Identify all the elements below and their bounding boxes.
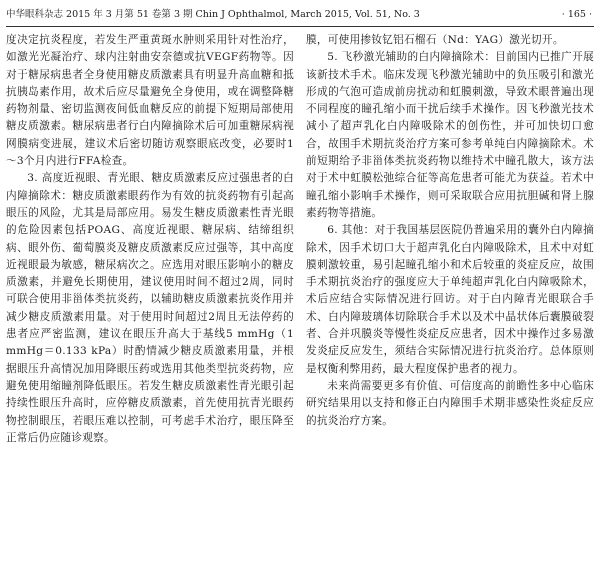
paragraph-other-procedures: 6. 其他：对于我国基层医院仍普遍采用的囊外白内障摘除术，因手术切口大于超声乳化白内障吸除术，且术中对虹膜刺激较重，易引起瞳孔缩小和术后较重的炎症反应，故围手术期抗炎治疗的强度应大于单纯超声乳化白内障吸除术，术后应结合实际情况进行回访。对于白内障青光眼联合手术、白内障玻璃体切除联合手术以及术中晶状体后囊膜破裂者、合并巩膜炎等慢性炎症反应患者，因术中操作过多易激发炎症反应发生，须结合实际情况进行抗炎治疗。总体原则是权衡利弊用药，最大程度保护患者的视力。 bbox=[306, 224, 594, 375]
paragraph-high-myopia-glaucoma: 3. 高度近视眼、青光眼、糖皮质激素反应过强患者的白内障摘除术：糖皮质激素眼药作为有效的抗炎药物有引起高眼压的风险，尤其是局部应用。易发生糖皮质激素性青光眼的危险因素包括POAG、高度近视眼、糖尿病、结缔组织病、眼外伤、葡萄膜炎及糖皮质激素反应过强等，其中高度近视眼最为敏感，糖尿病次之。应选用对眼压影响小的糖皮质激素，并避免长期使用，建议使用时间不超过2周，同时可联合使用非甾体类抗炎药，以辅助糖皮质激素抗炎作用并减少糖皮质激素用量。对于使用时间超过2周且无法停药的患者应严密监测，建议在眼压升高大于基线5 mmHg（1 mmHg＝0.133 kPa）时酌情减少糖皮质激素用量，并根据眼压升高情况加用降眼压药或选用其他类型抗炎药物，应避免使用缩瞳剂降低眼压。若发生糖皮质激素性青光眼引起持续性眼压升高时，应停糖皮质激素，首先使用抗青光眼药物控制眼压，若眼压难以控制，可考虑手术治疗，眼压降至正常后仍应随诊观察。 bbox=[6, 172, 294, 444]
left-column bbox=[6, 32, 294, 447]
journal-citation: 中华眼科杂志 2015 年 3 月第 51 卷第 3 期 Chin J Ophthalmol, March 2015, Vol. 51, No. 3 bbox=[6, 9, 420, 20]
paragraph-future-research: 未来尚需要更多有价值、可信度高的前瞻性多中心临床研究结果用以支持和修正白内障围手术期非感染性炎症反应的抗炎治疗方案。 bbox=[306, 379, 594, 427]
paragraph-nd-yag-continued: 膜，可使用掺钕钇铝石榴石（Nd：YAG）激光切开。 bbox=[306, 34, 564, 46]
running-header bbox=[6, 4, 594, 27]
right-column bbox=[306, 32, 594, 430]
page-number: · 165 · bbox=[561, 9, 592, 20]
paragraph-femtosecond-laser: 5. 飞秒激光辅助的白内障摘除术：目前国内已推广开展该新技术手术。临床发现飞秒激光辅助中的负压吸引和激光形成的气泡可造成前房扰动和虹膜刺激，导致术眼普遍出现不同程度的瞳孔缩小而干扰后续手术操作。因飞秒激光技术减小了超声乳化白内障吸除术的创伤性，并可加快切口愈合，故围手术期抗炎治疗方案可参考单纯白内障摘除术。术前短期给予非甾体类抗炎药物以维持术中瞳孔散大，该方法对于术中虹膜松弛综合征等高危患者可能尤为获益。若术中瞳孔缩小影响手术操作，则可采取联合应用抗胆碱和肾上腺素药物等措施。 bbox=[306, 51, 594, 219]
paragraph-diabetes-continued: 度决定抗炎程度，若发生严重黄斑水肿则采用针对性治疗，如激光光凝治疗、球内注射曲安奈德或抗VEGF药物等。因对于糖尿病患者全身使用糖皮质激素具有明显升高血糖和抵抗胰岛素作用，故术后应尽量避免全身使用，或在调整降糖药物剂量、密切监测夜间低血糖反应的前提下短期局部使用糖皮质激素。糖尿病患者行白内障摘除术后可加重糖尿病视网膜病变进展，建议术后密切随访观察眼底改变，必要时1～3个月内进行FFA检查。 bbox=[6, 34, 294, 168]
